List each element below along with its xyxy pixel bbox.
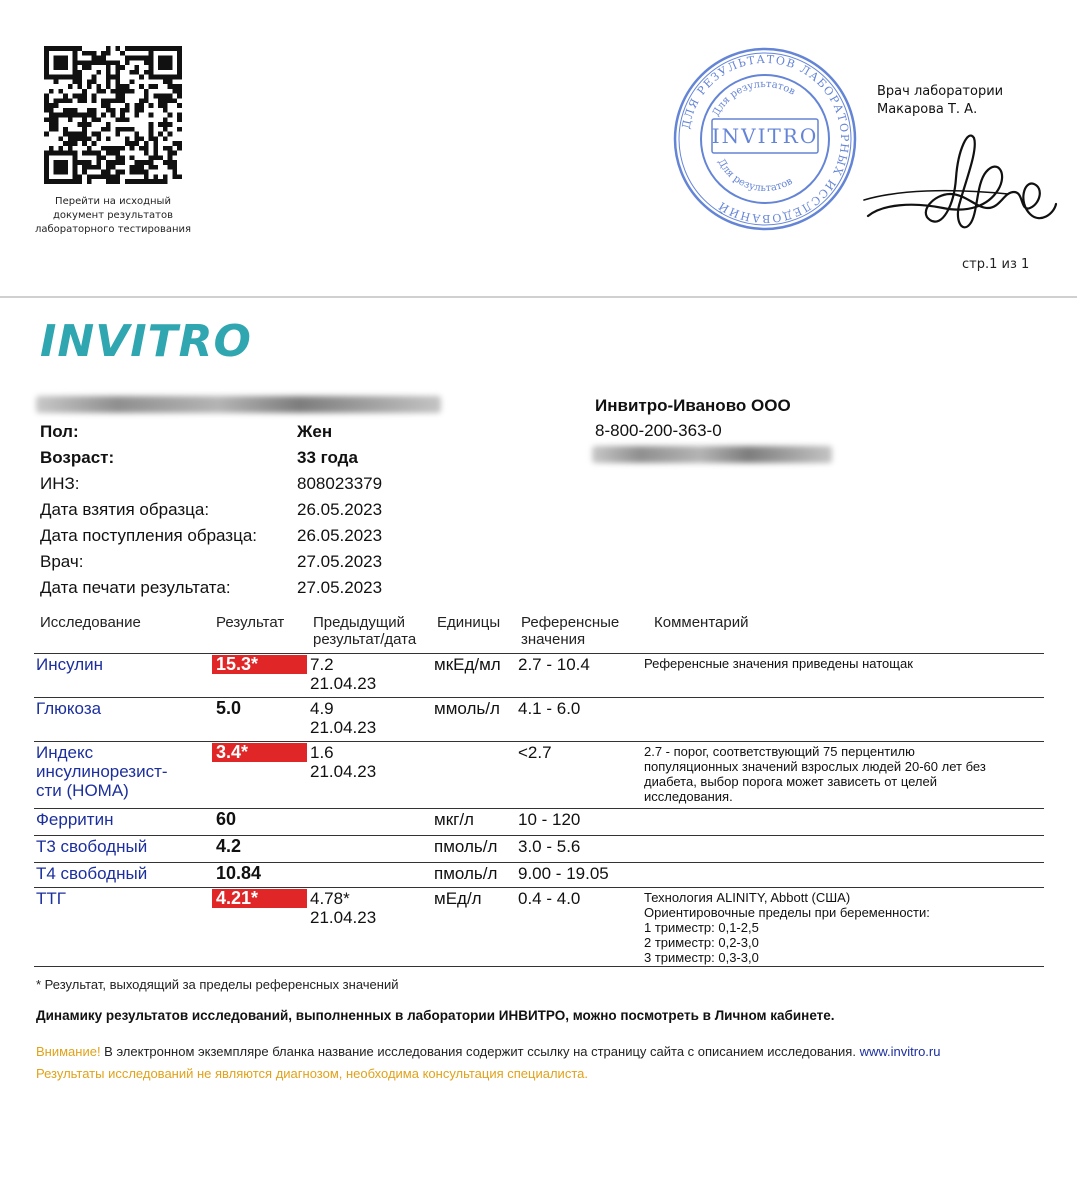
test-name-link[interactable] [36,699,101,718]
comment [644,890,930,965]
comment [644,744,986,804]
patient-field-label: Дата печати результата: [40,578,231,597]
dynamics-note: Динамику результатов исследований, выполненных в лаборатории ИНВИТРО, можно посмотреть в Личном кабинете. [36,1008,835,1023]
doctor-name: Макарова Т. А. [877,102,978,117]
comment-line: 3 триместр: 0,3-3,0 [644,950,759,965]
result-flagged: 4.21* [212,889,307,908]
comment-line: Референсные значения приведены натощак [644,656,913,671]
comment-line: 2.7 - порог, соответствующий 75 перцентилю [644,744,915,759]
patient-name-redacted [36,396,441,413]
svg-text:Для результатов: Для результатов [715,157,795,195]
reference-range: 4.1 - 6.0 [518,699,581,718]
header-reference-line: Референсные [521,614,620,631]
previous-result [310,655,376,693]
result-flagged: 3.4* [212,743,307,762]
comment-line: 1 триместр: 0,1-2,5 [644,920,759,935]
previous-result [310,699,376,737]
svg-text:ДЛЯ РЕЗУЛЬТАТОВ ЛАБОРАТОРНЫХ И: ДЛЯ РЕЗУЛЬТАТОВ ЛАБОРАТОРНЫХ ИССЛЕДОВАНИЙ [679,52,852,226]
reference-range: 2.7 - 10.4 [518,655,590,674]
previous-result-line: 7.2 [310,655,334,674]
units: пмоль/л [434,864,498,883]
invitro-logo: INVITRO [40,316,252,367]
units: мкг/л [434,810,474,829]
lab-name: Инвитро-Иваново ООО [595,396,791,415]
table-row [34,653,1044,698]
previous-result-line: 21.04.23 [310,718,377,737]
test-name-link-line: инсулинорезист- [36,762,168,781]
patient-field-label: Пол: [40,422,79,441]
result-value: 4.2 [216,836,242,856]
reference-range: 3.0 - 5.6 [518,837,581,856]
previous-result [310,889,376,927]
patient-field-label: ИНЗ: [40,474,80,493]
page-indicator: стр.1 из 1 [962,257,1030,272]
test-name-link[interactable] [36,810,113,829]
reference-range: 9.00 - 19.05 [518,864,609,883]
comment-line: Технология ALINITY, Abbott (США) [644,890,851,905]
previous-result-line: 4.78* [310,889,350,908]
units: мЕд/л [434,889,482,908]
divider [0,296,1077,298]
site-link[interactable]: www.invitro.ru [859,1044,941,1059]
doctor-signature [858,128,1058,248]
reference-range: <2.7 [518,743,552,762]
table-bottom-border [34,966,1044,967]
reference-range: 10 - 120 [518,810,581,829]
header-previous-line: результат/дата [313,631,417,648]
result-value: 5.0 [216,698,242,718]
test-name-link[interactable] [36,655,103,674]
test-name-link[interactable] [36,837,147,856]
svg-text:INVITRO: INVITRO [711,124,819,148]
previous-result-line: 21.04.23 [310,674,377,693]
header-result: Результат [216,614,285,631]
laboratory-stamp [670,44,860,234]
units: ммоль/л [434,699,500,718]
test-name-link[interactable] [36,864,147,883]
patient-field-value: 26.05.2023 [297,500,383,519]
patient-field-value: 808023379 [297,474,383,493]
comment-line: исследования. [644,789,733,804]
lab-phone: 8-800-200-363-0 [595,421,722,440]
patient-field-value: 27.05.2023 [297,578,383,597]
footnote: * Результат, выходящий за пределы референсных значений [36,977,399,992]
table-row [34,697,1044,742]
previous-result-line: 21.04.23 [310,908,377,927]
test-name-link[interactable] [36,889,66,908]
qr-code[interactable] [44,46,182,184]
patient-field-value: 33 года [297,448,358,467]
patient-field-value: Жен [297,422,333,441]
units: мкЕд/мл [434,655,501,674]
comment-line: Ориентировочные пределы при беременности: [644,905,930,920]
header-reference-line: значения [521,631,586,648]
test-name-link-line: сти (HOMA) [36,781,129,800]
warning-line [36,1044,940,1059]
units: пмоль/л [434,837,498,856]
previous-result [310,743,376,781]
header-units: Единицы [437,614,501,631]
patient-field-label: Дата взятия образца: [40,500,210,519]
header-previous-line: Предыдущий [313,614,406,631]
doctor-title: Врач лаборатории [877,84,1004,99]
table-row [34,741,1044,809]
doctor-block [877,83,1003,119]
table-row [34,835,1044,863]
svg-text:Для результатов: Для результатов [710,78,797,119]
header-reference [521,614,619,648]
previous-result-line: 1.6 [310,743,334,762]
warning-text: В электронном экземпляре бланка название исследования содержит ссылку на страницу сайта с описанием исследования. [100,1044,860,1059]
table-row [34,887,1044,967]
qr-caption-line: документ результатов [52,210,174,221]
result-value: 60 [216,809,237,829]
header-comment: Комментарий [654,614,749,631]
previous-result-line: 21.04.23 [310,762,377,781]
test-name-link-line: Глюкоза [36,699,102,718]
test-name-link[interactable] [36,743,168,800]
lab-address-redacted [592,446,832,463]
reference-range: 0.4 - 4.0 [518,889,581,908]
patient-field-label: Врач: [40,552,84,571]
test-name-link-line: Т4 свободный [36,864,148,883]
test-name-link-line: Инсулин [36,655,104,674]
test-name-link-line: Индекс [36,743,94,762]
header-test: Исследование [40,614,141,631]
test-name-link-line: ТТГ [36,889,66,908]
qr-caption [28,195,198,237]
patient-field-value: 27.05.2023 [297,552,383,571]
patient-field-label: Возраст: [40,448,115,467]
test-name-link-line: Т3 свободный [36,837,148,856]
test-name-link-line: Ферритин [36,810,114,829]
table-row [34,862,1044,888]
header-previous [313,614,416,648]
table-row [34,808,1044,836]
comment-line: диабета, выбор порога может зависеть от целей [644,774,937,789]
result-flagged: 15.3* [212,655,307,674]
qr-caption-line: Перейти на исходный [55,196,171,207]
patient-field-value: 26.05.2023 [297,526,383,545]
previous-result-line: 4.9 [310,699,334,718]
comment [644,656,913,671]
warning-label: Внимание! [36,1044,101,1059]
result-value: 10.84 [216,863,262,883]
disclaimer: Результаты исследований не являются диагнозом, необходима консультация специалиста. [36,1066,588,1081]
qr-caption-line: лабораторного тестирования [34,224,192,235]
patient-field-label: Дата поступления образца: [40,526,258,545]
comment-line: 2 триместр: 0,2-3,0 [644,935,759,950]
comment-line: популяционных значений взрослых людей 20-60 лет без [644,759,986,774]
